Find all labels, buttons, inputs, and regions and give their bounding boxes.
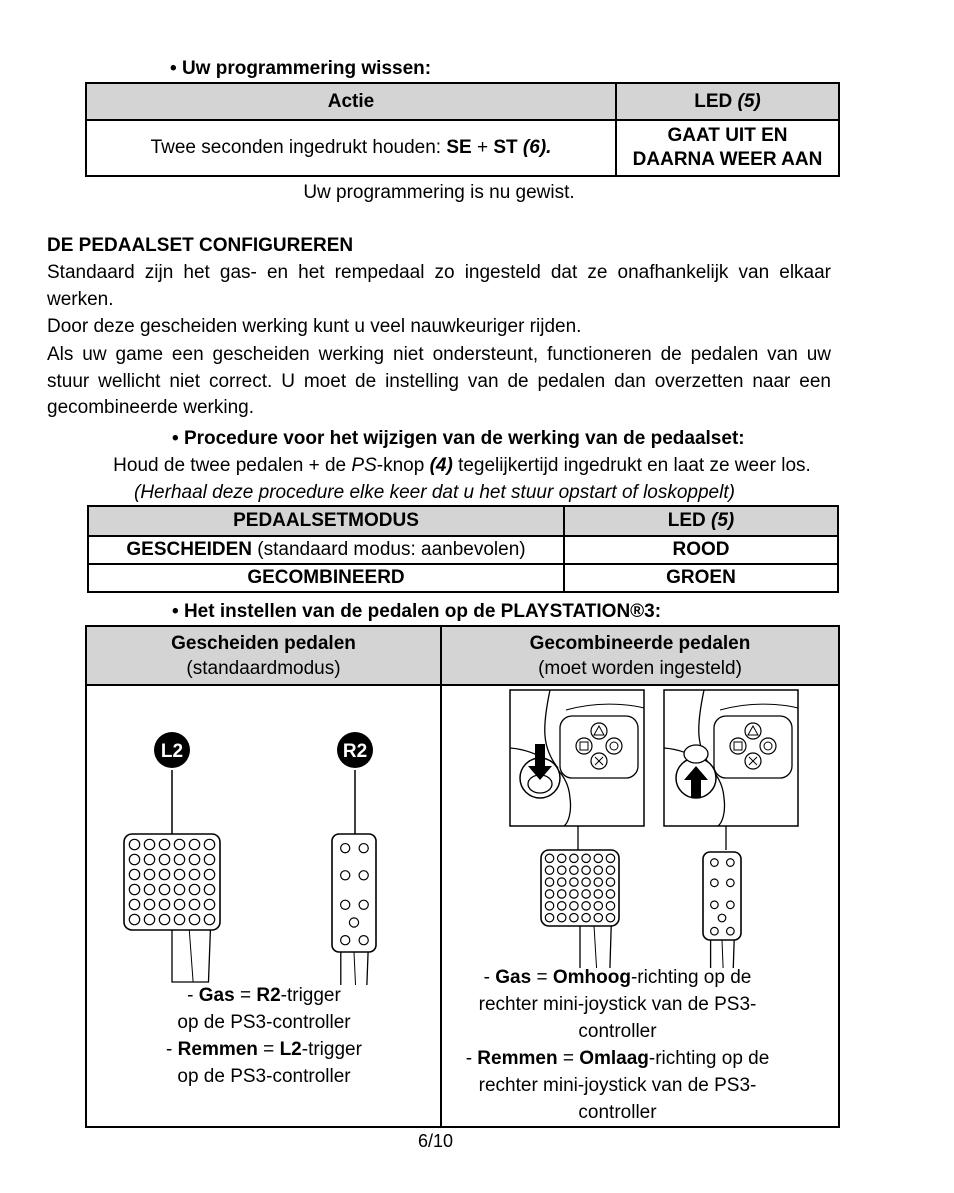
paragraph-combined: Als uw game een gescheiden werking niet ondersteunt, functioneren de pedalen van uw stuur wellicht niet correct. U moet de instelling van de pedalen dan overzetten naar een gecombineerde werking. [47,344,831,418]
procedure-instruction: Houd de twee pedalen + de PS-knop (4) tegelijkertijd ingedrukt en laat ze weer los. [113,455,811,476]
procedure-note: (Herhaal deze procedure elke keer dat u het stuur opstart of loskoppelt) [134,482,735,503]
brake-pedal-icon [124,834,220,982]
table-header-led: LED (5) [616,83,839,120]
controller-joystick-up-icon [664,690,798,826]
paragraph-separate: Door deze gescheiden werking kunt u veel nauwkeuriger rijden. [47,316,582,337]
paragraph-default: Standaard zijn het gas- en het rempedaal zo ingesteld dat ze onafhankelijk van elkaar werken. [47,262,831,310]
table-cell-mode-combined: GECOMBINEERD [88,564,564,592]
bullet-text: Uw programmering wissen: [181,58,432,79]
brake-pedal-icon [541,850,619,968]
bullet-procedure: • Procedure voor het wijzigen van de werking van de pedaalset: [172,428,745,449]
bullet-clear-programming: • Uw programmering wissen: [170,58,432,79]
table-header-action: Actie [86,83,616,120]
combined-pedals-illustration [508,688,800,968]
table-header-mode: PEDAALSETMODUS [88,506,564,536]
separate-pedals-illustration [110,730,410,985]
clear-programming-table [85,82,840,177]
page-number: 6/10 [418,1131,454,1151]
l2-badge-icon [154,732,190,768]
svg-text:L2: L2 [160,741,184,762]
section-heading-pedal-config: DE PEDAALSET CONFIGUREREN [47,235,354,256]
controller-joystick-down-icon [510,690,644,826]
bullet-ps3-setup: • Het instellen van de pedalen op de PLAYSTATION®3: [172,601,662,622]
svg-text:R2: R2 [342,741,368,762]
note-cleared: Uw programmering is nu gewist. [303,182,575,203]
header-separate-pedals: Gescheiden pedalen (standaardmodus) [86,626,441,685]
table-cell-action: Twee seconden ingedrukt houden: SE + ST (6). [86,120,616,176]
separate-pedals-description: - Gas = R2-trigger op de PS3-controller - Remmen = L2-trigger op de PS3-controller [166,985,362,1087]
table-cell-led-red: ROOD [564,536,838,564]
table-header-led: LED (5) [564,506,838,536]
table-cell-led: GAAT UIT EN DAARNA WEER AAN [616,120,839,176]
header-combined-pedals: Gecombineerde pedalen (moet worden ingesteld) [441,626,839,685]
table-cell-led-green: GROEN [564,564,838,592]
table-cell-mode-separate: GESCHEIDEN (standaard modus: aanbevolen) [88,536,564,564]
gas-pedal-icon [332,834,376,985]
pedal-mode-table [87,505,839,593]
combined-pedals-description: - Gas = Omhoog-richting op de rechter mini-joystick van de PS3- controller - Remmen = Omlaag-richting op de rechter mini-joystick van de PS3- controller [465,967,770,1123]
r2-badge-icon [337,732,373,768]
gas-pedal-icon [703,852,741,968]
